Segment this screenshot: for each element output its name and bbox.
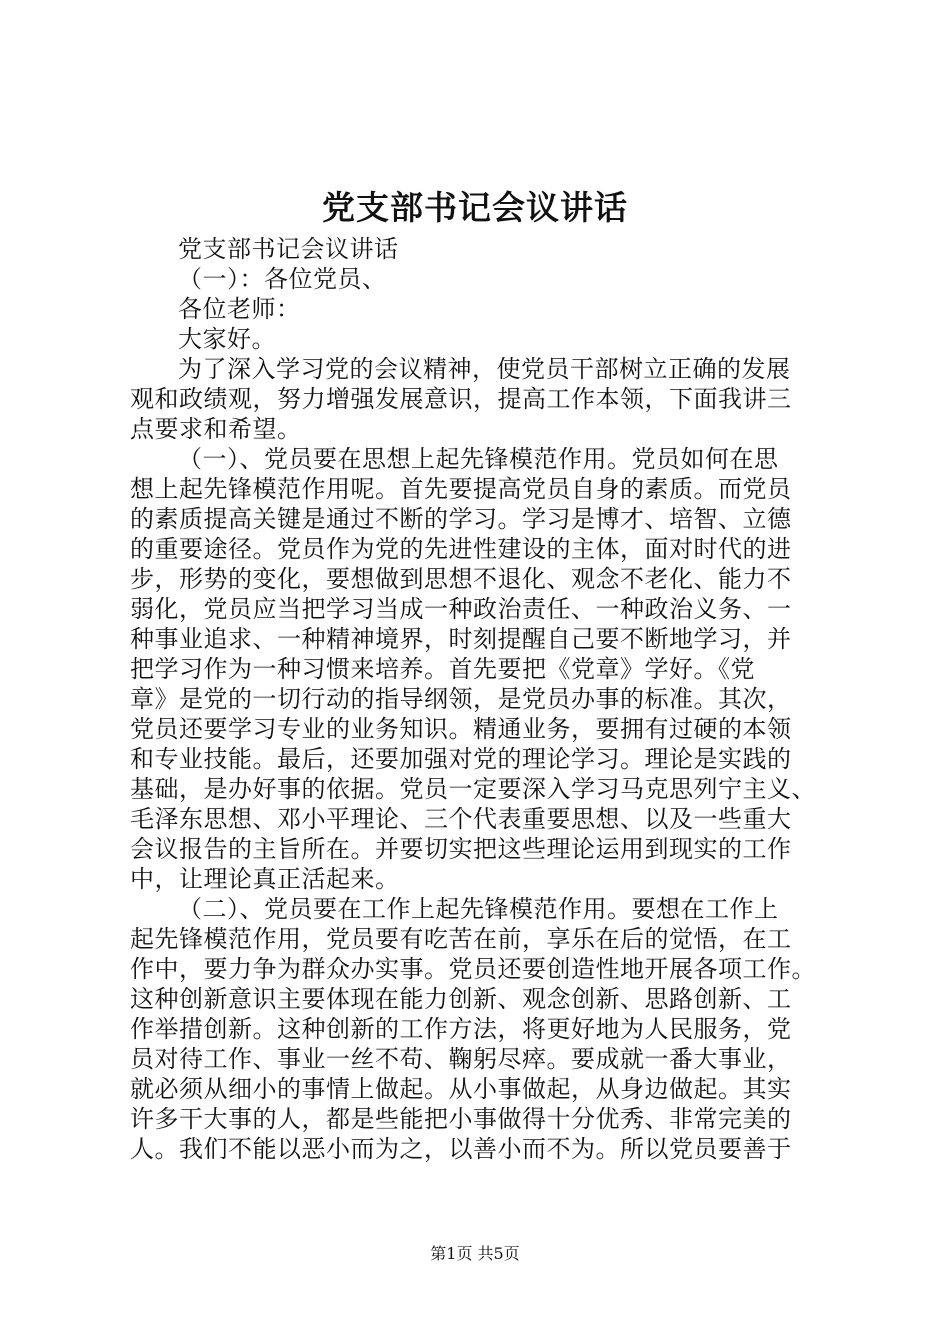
text-line: 的素质提高关键是通过不断的学习。学习是博才、培智、立德 [130, 505, 792, 533]
text-line: 步，形势的变化，要想做到思想不退化、观念不老化、能力不 [130, 565, 792, 593]
text-line: 点要求和希望。 [130, 415, 302, 443]
text-line: 的重要途径。党员作为党的先进性建设的主体，面对时代的进 [130, 535, 792, 563]
text-line: 大家好。 [178, 325, 276, 353]
document-title: 党支部书记会议讲话 [322, 188, 628, 227]
text-line: 党员还要学习专业的业务知识。精通业务，要拥有过硬的本领 [130, 715, 792, 743]
text-line: 会议报告的主旨所在。并要切实把这些理论运用到现实的工作 [130, 835, 792, 863]
text-line: 中，让理论真正活起来。 [130, 865, 400, 893]
text-line: 基础，是办好事的依据。党员一定要深入学习马克思列宁主义、 [130, 775, 816, 803]
text-line: 和专业技能。最后，还要加强对党的理论学习。理论是实践的 [130, 745, 792, 773]
text-line: 各位老师： [178, 295, 301, 323]
text-line: 观和政绩观，努力增强发展意识，提高工作本领，下面我讲三 [130, 385, 792, 413]
text-line: 章》是党的一切行动的指导纲领，是党员办事的标准。其次， [130, 685, 792, 713]
text-line: （一）：各位党员、 [178, 265, 387, 293]
text-line: （一）、党员要在思想上起先锋模范作用。党员如何在思 [178, 445, 779, 473]
text-line: 作举措创新。这种创新的工作方法，将更好地为人民服务，党 [130, 1015, 792, 1043]
text-line: 想上起先锋模范作用呢。首先要提高党员自身的素质。而党员 [130, 475, 792, 503]
page-number-footer: 第1页 共5页 [430, 1244, 520, 1263]
text-line: 员对待工作、事业一丝不苟、鞠躬尽瘁。要成就一番大事业， [130, 1045, 792, 1073]
text-line: 党支部书记会议讲话 [178, 235, 399, 263]
text-line: 起先锋模范作用，党员要有吃苦在前，享乐在后的觉悟，在工 [130, 925, 792, 953]
text-line: 许多干大事的人，都是些能把小事做得十分优秀、非常完美的 [130, 1105, 792, 1133]
text-line: 弱化，党员应当把学习当成一种政治责任、一种政治义务、一 [130, 595, 792, 623]
text-line: （二）、党员要在工作上起先锋模范作用。要想在工作上 [178, 895, 779, 923]
text-line: 就必须从细小的事情上做起。从小事做起，从身边做起。其实 [130, 1075, 792, 1103]
text-line: 作中，要力争为群众办实事。党员还要创造性地开展各项工作。 [130, 955, 816, 983]
text-line: 人。我们不能以恶小而为之，以善小而不为。所以党员要善于 [130, 1135, 792, 1163]
text-line: 这种创新意识主要体现在能力创新、观念创新、思路创新、工 [130, 985, 792, 1013]
text-line: 毛泽东思想、邓小平理论、三个代表重要思想、以及一些重大 [130, 805, 792, 833]
text-line: 为了深入学习党的会议精神，使党员干部树立正确的发展 [178, 355, 791, 383]
text-line: 把学习作为一种习惯来培养。首先要把《党章》学好。《党 [130, 655, 755, 683]
document-body [130, 234, 830, 1164]
text-line: 种事业追求、一种精神境界，时刻提醒自己要不断地学习，并 [130, 625, 792, 653]
